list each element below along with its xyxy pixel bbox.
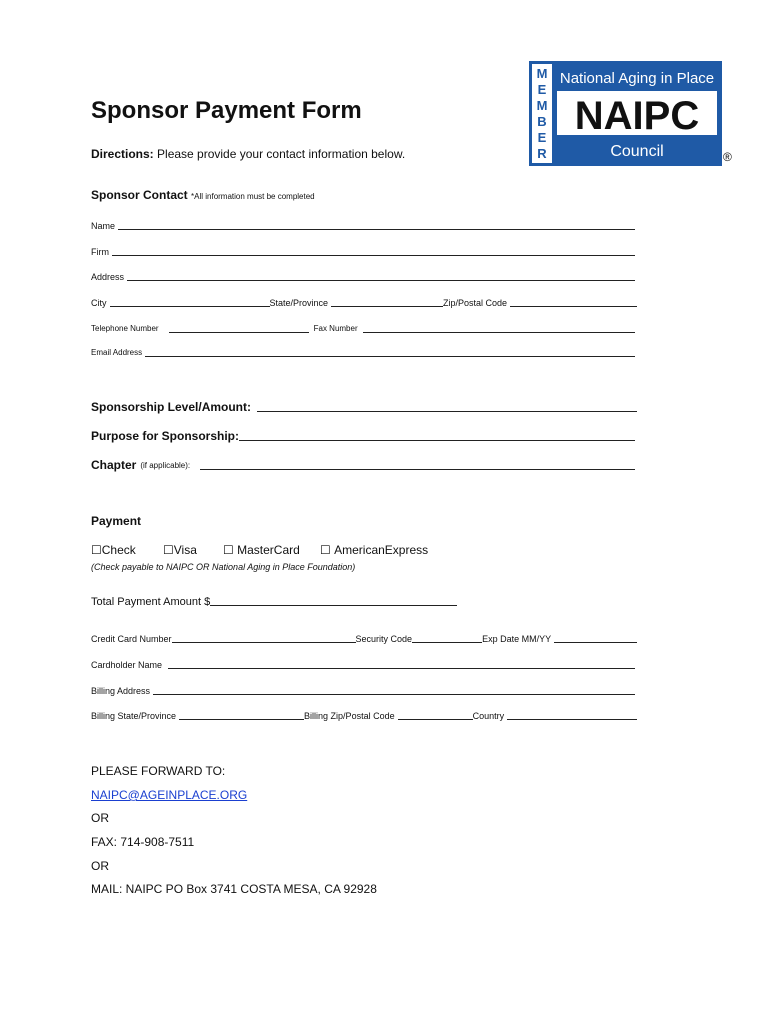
chapter-label: Chapter: [91, 458, 137, 472]
naipc-member-logo: [529, 61, 722, 166]
address-row: [91, 267, 635, 283]
purpose-row: [91, 425, 635, 443]
sponsor-contact-heading: [91, 188, 315, 202]
fax-field[interactable]: [363, 332, 635, 333]
email-row: [91, 343, 635, 359]
payment-options: [91, 543, 428, 557]
forward-fax: FAX: 714-908-7511: [91, 835, 195, 849]
firm-row: [91, 242, 635, 258]
directions: [91, 147, 405, 161]
payment-option-label: MasterCard: [237, 543, 300, 557]
sponsorship-level-row: [91, 396, 637, 414]
phone-label: Telephone Number: [91, 324, 159, 333]
member-letter: M: [536, 66, 548, 81]
logo-bottom-text: Council: [610, 143, 664, 160]
payment-option-label: AmericanExpress: [334, 543, 429, 557]
forward-email-link[interactable]: NAIPC@AGEINPLACE.ORG: [91, 788, 248, 802]
member-letter: M: [536, 98, 548, 113]
card-number-row: [91, 629, 637, 645]
checkbox-icon[interactable]: ☐: [223, 543, 234, 557]
sponsorship-level-field[interactable]: [257, 411, 637, 412]
firm-field[interactable]: [112, 255, 635, 256]
total-payment-label: Total Payment Amount $: [91, 596, 211, 608]
name-label: Name: [91, 221, 116, 231]
phone-field[interactable]: [169, 332, 309, 333]
payment-option-check[interactable]: [91, 543, 163, 557]
forward-or: OR: [91, 811, 109, 825]
chapter-row: [91, 454, 635, 472]
member-letter: B: [537, 114, 547, 129]
country-field[interactable]: [507, 719, 637, 720]
payment-heading: Payment: [91, 514, 142, 528]
card-number-field[interactable]: [172, 642, 356, 643]
billing-state-row: [91, 706, 637, 722]
email-label: Email Address: [91, 348, 143, 357]
address-field[interactable]: [127, 280, 635, 281]
payment-option-visa[interactable]: [163, 543, 223, 557]
zip-field[interactable]: [510, 306, 637, 307]
billing-address-label: Billing Address: [91, 686, 151, 696]
zip-label: Zip/Postal Code: [443, 298, 508, 308]
security-code-label: Security Code: [355, 634, 413, 644]
page-title: Sponsor Payment Form: [91, 97, 362, 124]
billing-zip-field[interactable]: [398, 719, 473, 720]
payment-option-amex[interactable]: [320, 543, 428, 557]
city-row: [91, 293, 637, 309]
security-code-field[interactable]: [412, 642, 482, 643]
chapter-note: (if applicable):: [140, 461, 191, 470]
sponsor-contact-note: *All information must be completed: [191, 192, 315, 201]
payment-option-label: Check: [101, 543, 136, 557]
checkbox-icon[interactable]: ☐: [163, 543, 174, 557]
purpose-field[interactable]: [239, 440, 635, 441]
directions-text: Please provide your contact information below.: [153, 147, 406, 161]
cardholder-label: Cardholder Name: [91, 660, 163, 670]
directions-label: Directions:: [91, 147, 154, 161]
cardholder-field[interactable]: [168, 668, 635, 669]
purpose-label: Purpose for Sponsorship:: [91, 429, 240, 443]
sponsorship-level-label: Sponsorship Level/Amount:: [91, 400, 252, 414]
exp-date-label: Exp Date MM/YY: [482, 634, 552, 644]
cardholder-row: [91, 655, 635, 671]
checkbox-icon[interactable]: ☐: [320, 543, 331, 557]
billing-state-field[interactable]: [179, 719, 304, 720]
address-label: Address: [91, 272, 125, 282]
check-payable-note: (Check payable to NAIPC OR National Aging in Place Foundation): [91, 562, 356, 572]
state-field[interactable]: [331, 306, 443, 307]
billing-zip-label: Billing Zip/Postal Code: [304, 711, 395, 721]
forward-or: OR: [91, 859, 109, 873]
logo-top-text: National Aging in Place: [559, 70, 715, 87]
payment-option-mastercard[interactable]: [223, 543, 320, 557]
logo-main-text: NAIPC: [574, 94, 700, 138]
member-letter: E: [537, 82, 547, 97]
forward-mail: MAIL: NAIPC PO Box 3741 COSTA MESA, CA 92928: [91, 882, 377, 896]
name-field[interactable]: [118, 229, 635, 230]
total-payment-field[interactable]: [210, 605, 457, 606]
firm-label: Firm: [91, 247, 109, 257]
state-label: State/Province: [269, 298, 329, 308]
registered-mark: ®: [723, 150, 732, 164]
forward-heading: PLEASE FORWARD TO:: [91, 764, 226, 778]
sponsor-contact-title: Sponsor Contact: [91, 188, 188, 202]
card-number-label: Credit Card Number: [91, 634, 172, 644]
total-payment-row: [91, 592, 457, 608]
billing-state-label: Billing State/Province: [91, 711, 177, 721]
member-letter: R: [537, 146, 547, 161]
chapter-field[interactable]: [200, 469, 635, 470]
city-field[interactable]: [110, 306, 270, 307]
fax-label: Fax Number: [313, 324, 358, 333]
member-letter: E: [537, 130, 547, 145]
billing-address-field[interactable]: [153, 694, 635, 695]
name-row: [91, 216, 635, 232]
email-field[interactable]: [145, 356, 635, 357]
checkbox-icon[interactable]: ☐: [91, 543, 102, 557]
country-label: Country: [472, 711, 505, 721]
exp-date-field[interactable]: [554, 642, 637, 643]
billing-address-row: [91, 681, 635, 697]
payment-option-label: Visa: [173, 543, 197, 557]
city-label: City: [91, 298, 107, 308]
phone-row: [91, 319, 635, 335]
